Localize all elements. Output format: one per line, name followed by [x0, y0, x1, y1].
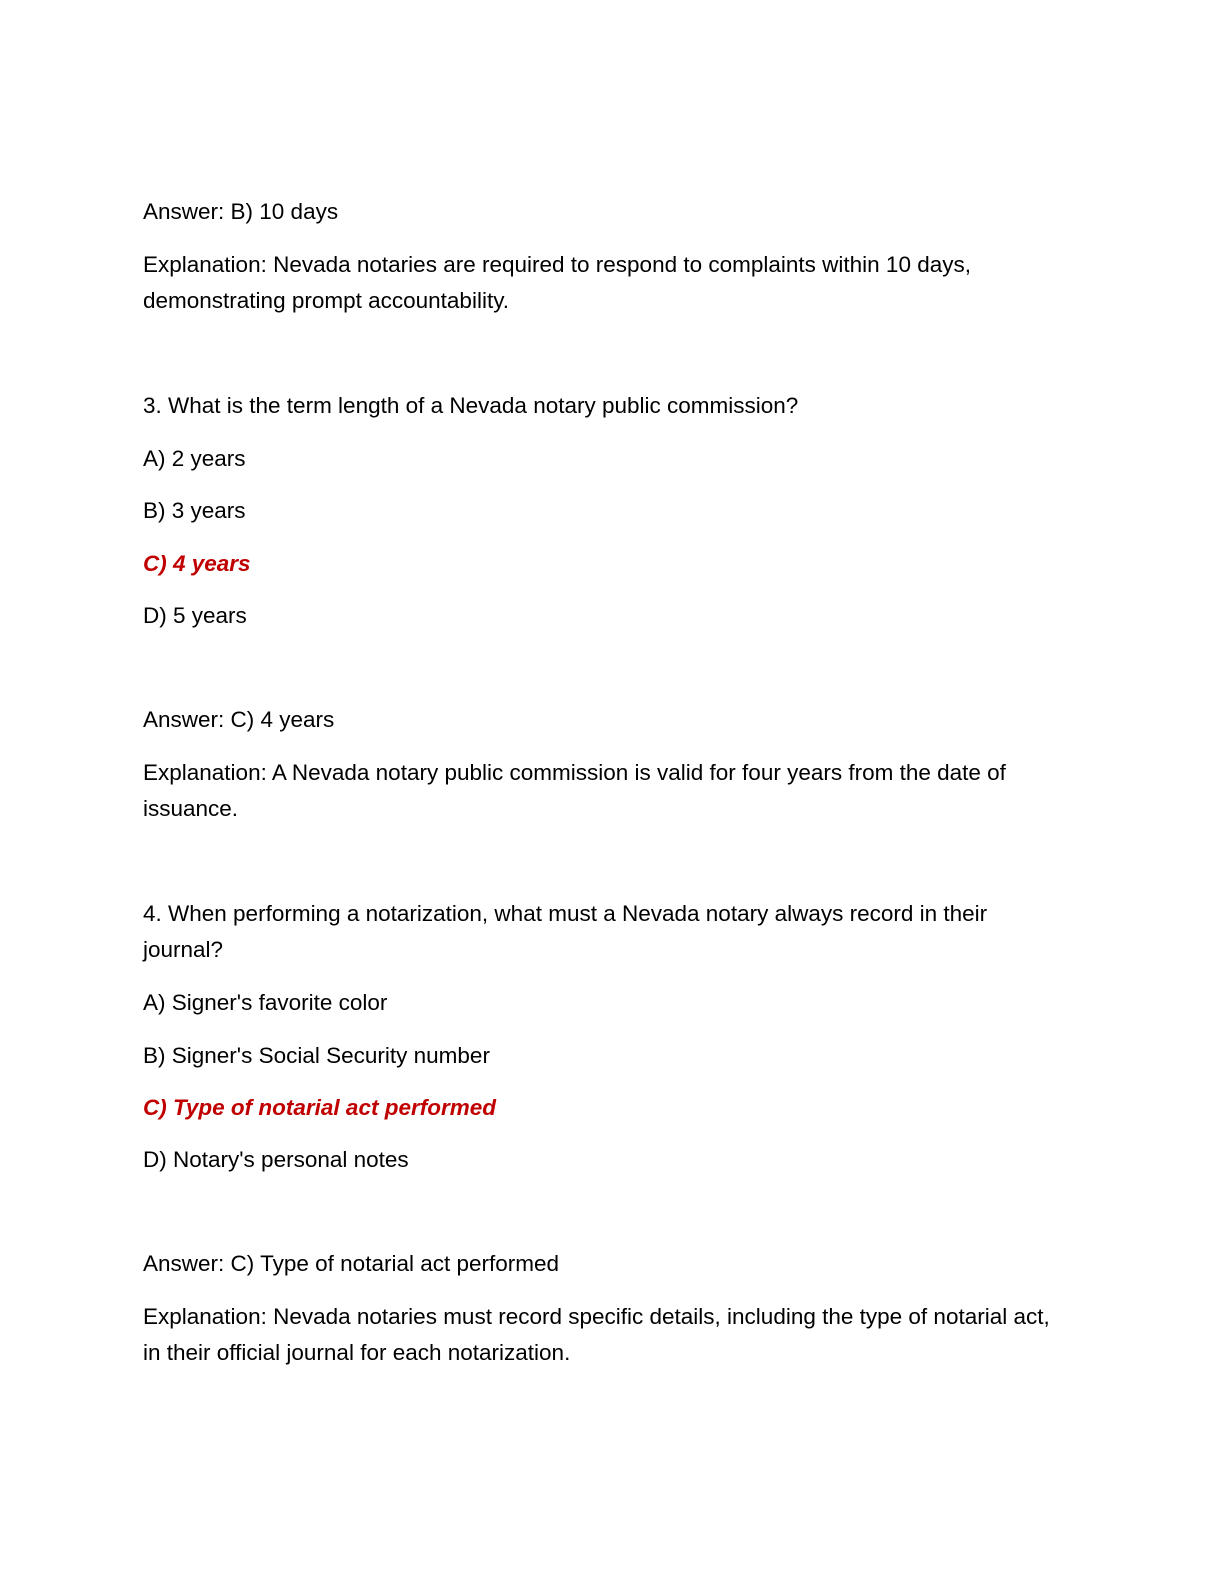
- explanation-q2: Explanation: Nevada notaries are required to respond to complaints within 10 days, demonstrating prompt accountability.: [143, 252, 971, 313]
- question-3: 3. What is the term length of a Nevada notary public commission?: [143, 393, 799, 418]
- q4-option-d: D) Notary's personal notes: [143, 1147, 409, 1172]
- q4-option-c-correct: C) Type of notarial act performed: [143, 1095, 496, 1120]
- explanation-q4: Explanation: Nevada notaries must record specific details, including the type of notarial act, in their official journal for each notarization.: [143, 1304, 1050, 1365]
- question-4: 4. When performing a notarization, what must a Nevada notary always record in their journal?: [143, 901, 988, 962]
- q3-option-d: D) 5 years: [143, 603, 247, 628]
- q4-option-b: B) Signer's Social Security number: [143, 1043, 490, 1068]
- q3-option-c-correct: C) 4 years: [143, 551, 251, 576]
- q3-option-b: B) 3 years: [143, 498, 246, 523]
- answer-q4: Answer: C) Type of notarial act performed: [143, 1251, 560, 1276]
- q3-option-a: A) 2 years: [143, 446, 246, 471]
- answer-q3: Answer: C) 4 years: [143, 707, 335, 732]
- q4-option-a: A) Signer's favorite color: [143, 990, 388, 1015]
- explanation-q3: Explanation: A Nevada notary public commission is valid for four years from the date of issuance.: [143, 760, 1006, 821]
- answer-q2: Answer: B) 10 days: [143, 199, 339, 224]
